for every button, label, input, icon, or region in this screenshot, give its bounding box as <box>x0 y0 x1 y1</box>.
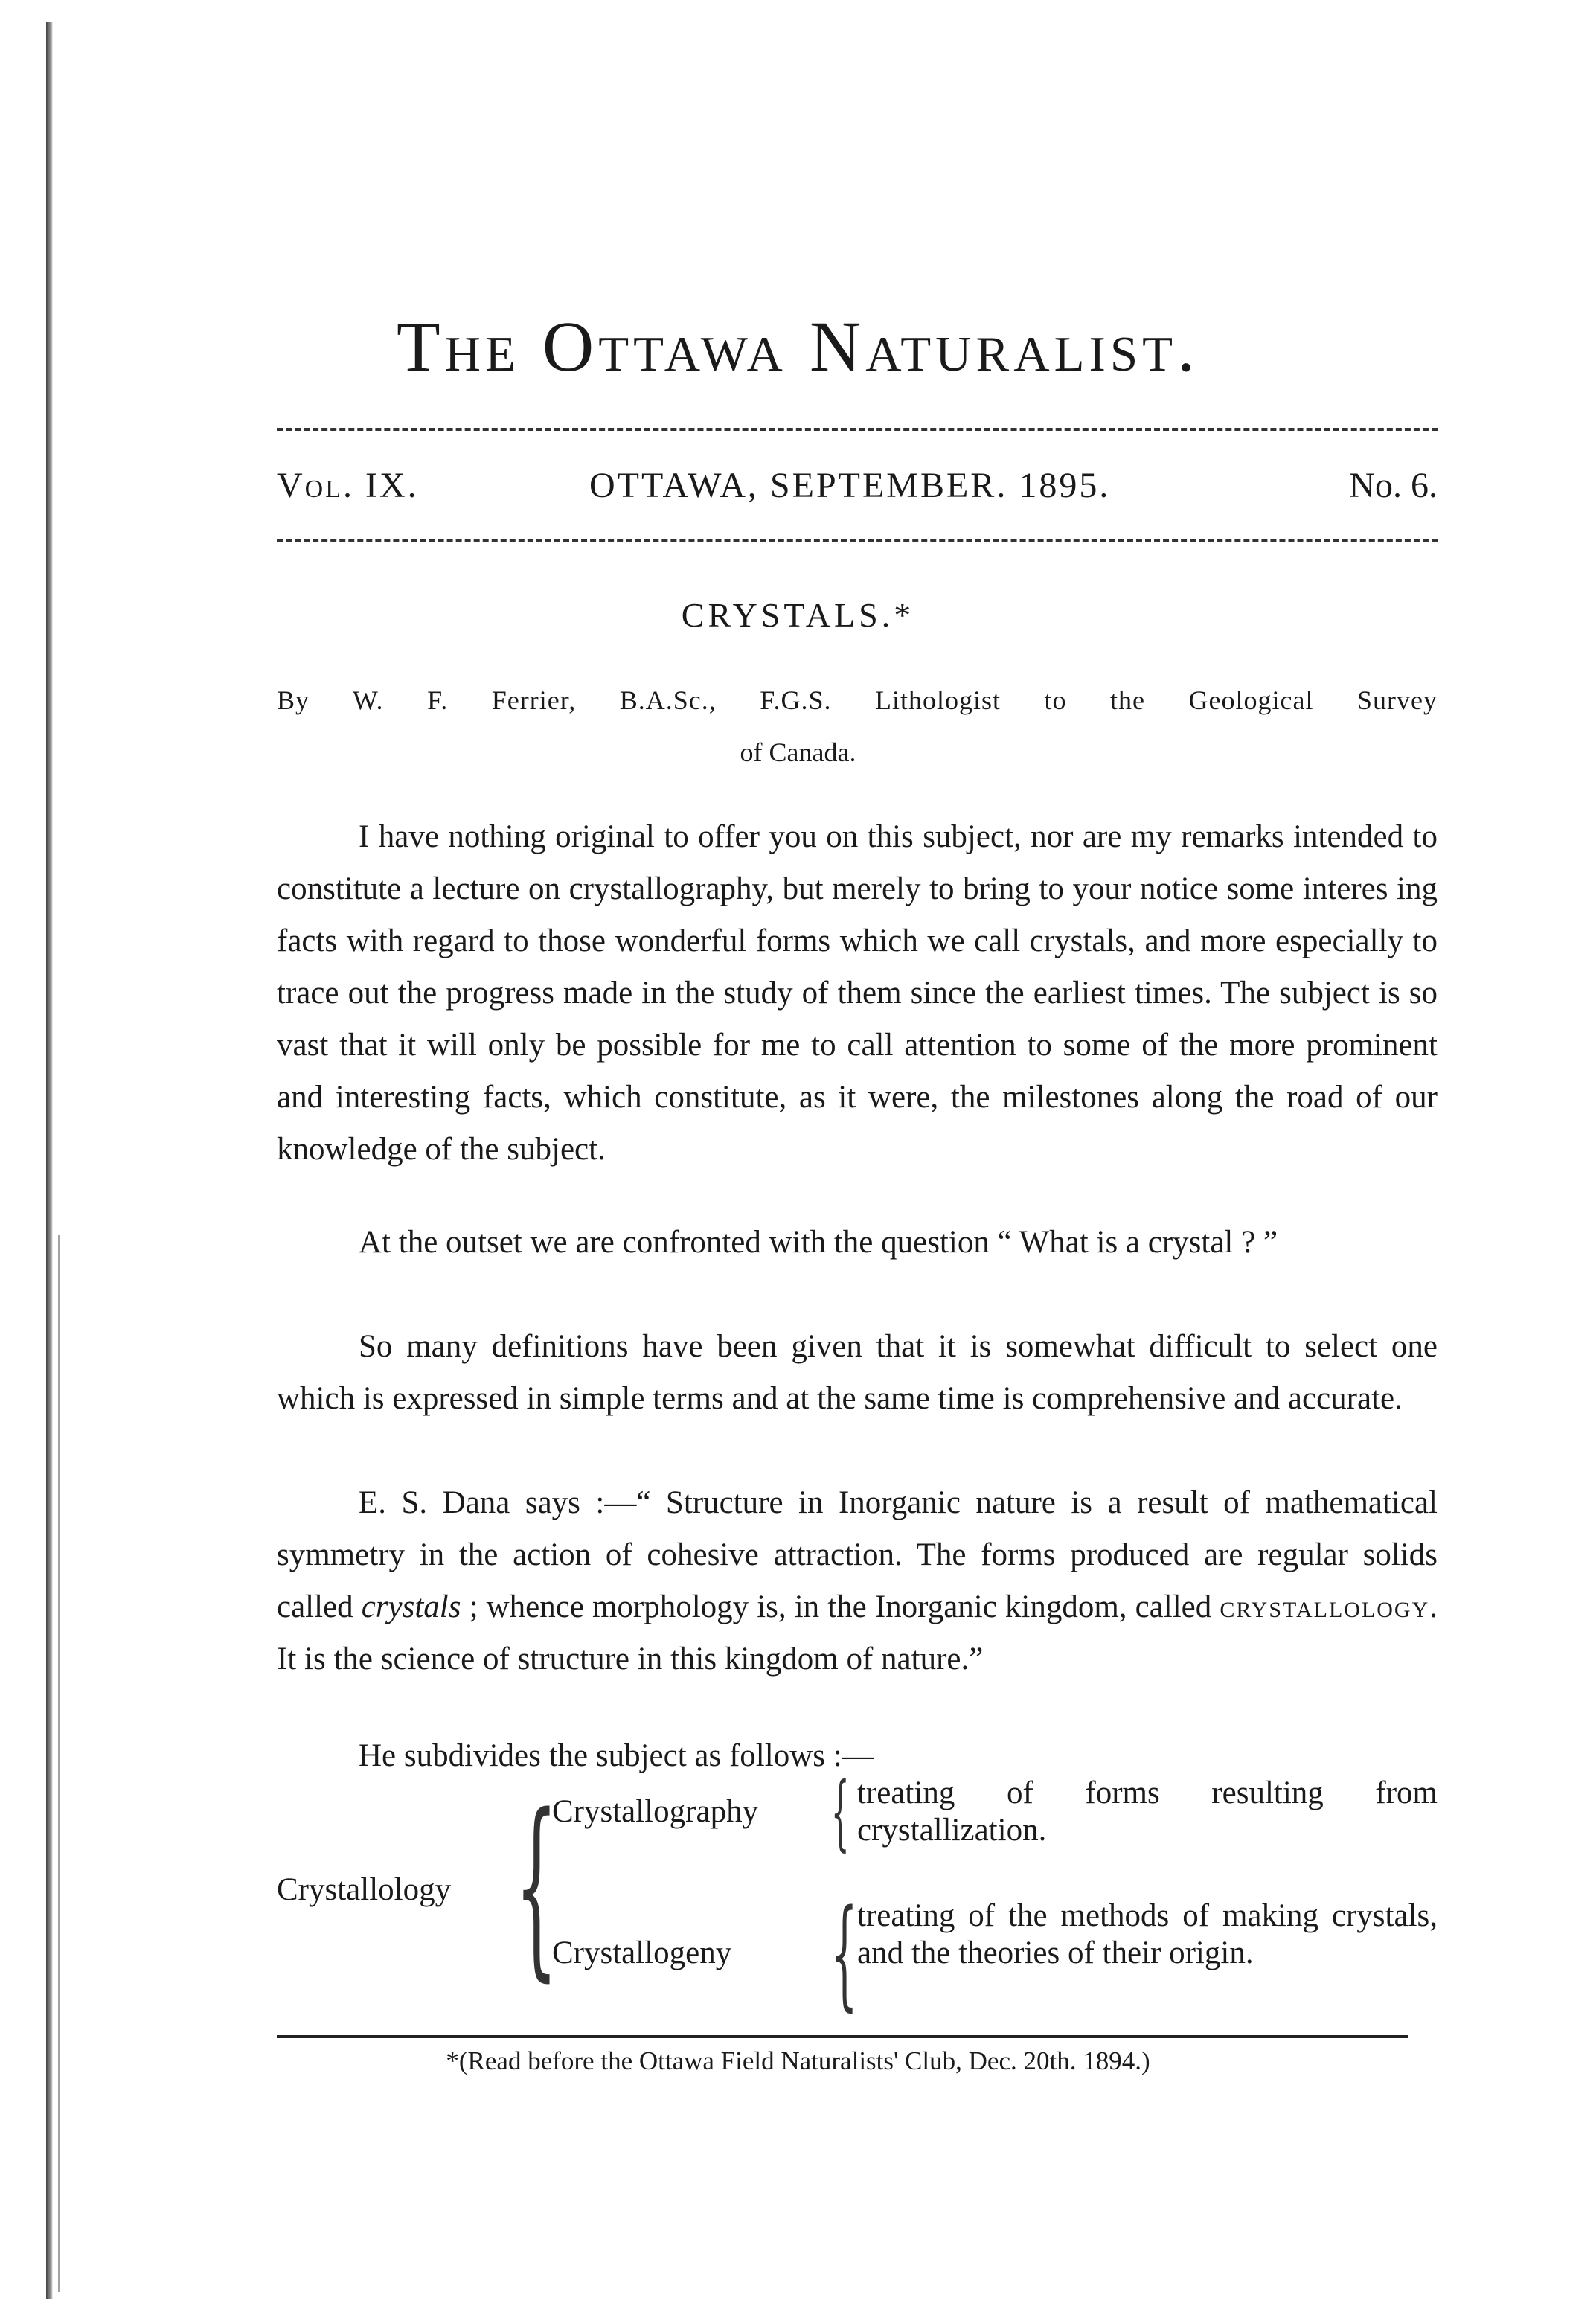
subdivision-branch-2-description: treating of the methods of making crystals, and the theories of their origin. <box>857 1898 1438 1970</box>
dana-quote-text-2: ; whence morphology is, in the Inorganic kingdom, called <box>461 1589 1220 1624</box>
subdivision-brace-icon: { <box>515 1774 558 1999</box>
article-byline: By W. F. Ferrier, B.A.Sc., F.G.S. Lithologist to the Geological Survey <box>277 685 1438 715</box>
place-date-label: OTTAWA, SEPTEMBER. 1895. <box>589 466 1111 505</box>
issue-rule-bottom <box>277 539 1438 542</box>
paragraph-question: At the outset we are confronted with the question “ What is a crystal ? ” <box>359 1225 1278 1260</box>
volume-label: Vol. IX. <box>277 466 419 505</box>
journal-masthead: The Ottawa Naturalist. <box>396 307 1200 386</box>
article-title: CRYSTALS.* <box>681 596 915 634</box>
paragraph-dana-quote <box>277 1477 1438 1685</box>
subdivision-diagram <box>277 1764 1438 2023</box>
dana-quote-text-3: . It is the science of structure in this kingdom of nature.” <box>277 1589 1438 1677</box>
scan-margin-edge-secondary <box>58 1235 60 2292</box>
article-byline-continued: of Canada. <box>740 737 856 767</box>
paragraph-definitions: So many definitions have been given that it is somewhat difficult to select one which is expressed in simple terms and at the same time is comprehensive and accurate. <box>277 1329 1438 1416</box>
footnote: *(Read before the Ottawa Field Naturalists' Club, Dec. 20th. 1894.) <box>446 2046 1150 2075</box>
subdivision-root: Crystallology <box>277 1872 452 1907</box>
subdivision-branch-2: Crystallogeny <box>552 1935 732 1970</box>
branch-2-brace-icon: { <box>831 1883 858 2023</box>
dana-quote-smallcaps: crystallology <box>1220 1589 1430 1624</box>
subdivision-branch-1-description: treating of forms resulting from crystallization. <box>857 1775 1438 1848</box>
issue-number-label: No. 6. <box>1349 466 1438 505</box>
paragraph-intro: I have nothing original to offer you on this subject, nor are my remarks intended to constitute a lecture on crystallography, but merely to bring to your notice some interes ing facts with regard to those wonderful forms which we call crystals, and more especially to trace out the progress made in the study of them since the earliest times. The subject is so vast that it will only be possible for me to call attention to some of the more prominent and interesting facts, which constitute, as it were, the milestones along the road of our knowledge of the subject. <box>277 819 1438 1167</box>
dana-quote-text-1: E. S. Dana says :—“ Structure in Inorganic nature is a result of mathematical symmetry in the action of cohesive attraction. The forms produced are regular solids called <box>277 1485 1438 1624</box>
masthead-rule-top <box>277 428 1438 431</box>
dana-quote-italic: crystals <box>361 1589 461 1624</box>
branch-1-brace-icon: { <box>831 1764 850 1860</box>
paragraph-subdivision-intro: He subdivides the subject as follows :— <box>359 1738 874 1773</box>
footnote-rule <box>277 2035 1408 2038</box>
issue-line <box>277 465 1438 510</box>
subdivision-branch-1: Crystallography <box>552 1794 759 1829</box>
